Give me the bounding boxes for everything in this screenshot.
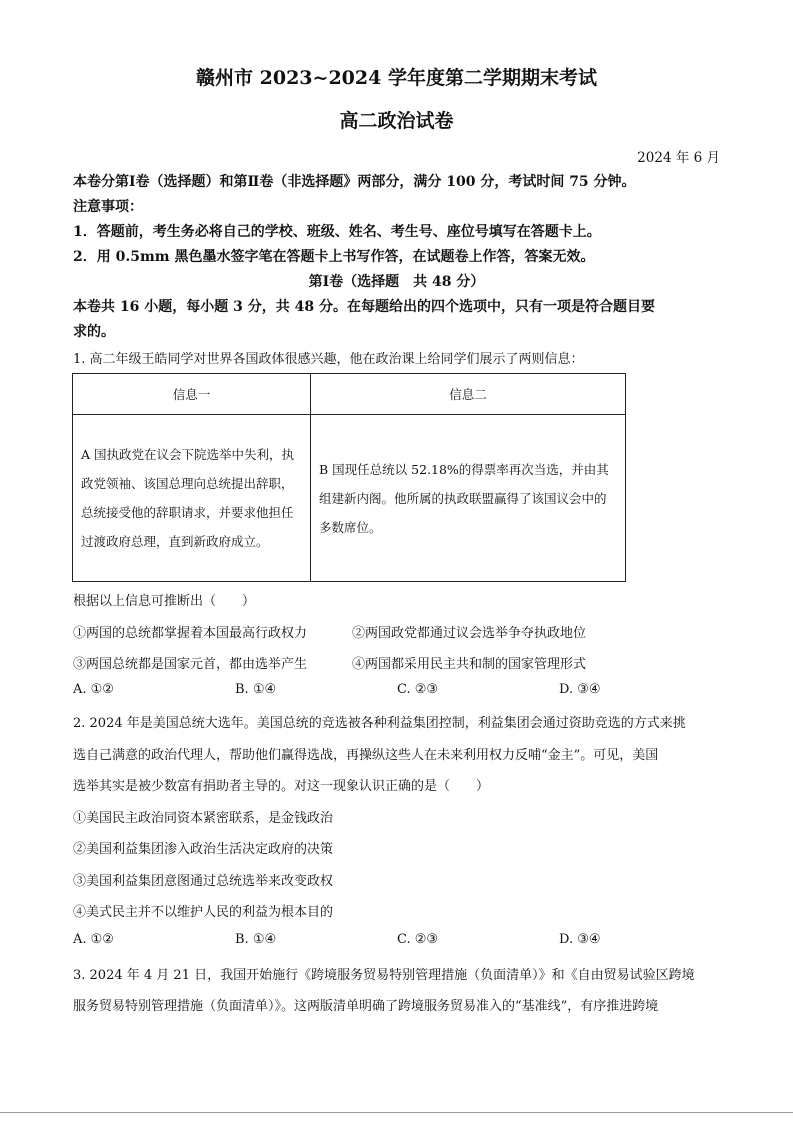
exam-date: 2024 年 6 月 xyxy=(637,150,720,166)
notice-item-2: 2．用 0.5mm 黑色墨水签字笔在答题卡上书写作答，在试题卷上作答，答案无效。 xyxy=(73,249,595,265)
q1-prompt: 根据以上信息可推断出（ ） xyxy=(73,594,256,609)
q2-option-d: D. ③④ xyxy=(559,932,601,947)
q2-statement-1: ①美国民主政治同资本紧密联系，是金钱政治 xyxy=(73,811,334,826)
section-desc-1: 本卷共 16 小题，每小题 3 分，共 48 分。在每题给出的四个选项中，只有一项是符合题目要 xyxy=(73,299,655,315)
info-table xyxy=(72,373,626,582)
q1-option-b: B. ①④ xyxy=(235,682,277,697)
page-bottom-divider xyxy=(0,1112,793,1113)
info-table-cell-2: B 国现任总统以 52.18%的得票率再次当选，并由其组建新内阁。他所属的执政联盟赢得了该国议会中的多数席位。 xyxy=(311,415,626,582)
info-table-header-1: 信息一 xyxy=(73,374,311,415)
section-heading: 第Ⅰ卷（选择题 共 48 分） xyxy=(308,274,485,290)
q3-line-2: 服务贸易特别管理措施（负面清单）》。这两版清单明确了跨境服务贸易准入的“基准线”，有序推进跨境 xyxy=(73,999,659,1014)
q2-statement-4: ④美式民主并不以维护人民的利益为根本目的 xyxy=(73,905,334,920)
section-desc-2: 求的。 xyxy=(73,324,115,340)
q1-option-d: D. ③④ xyxy=(559,682,601,697)
q2-line-2: 选自己满意的政治代理人，帮助他们赢得选战，再操纵这些人在未来利用权力反哺“金主”。可见，美国 xyxy=(73,748,659,763)
notice-heading: 注意事项： xyxy=(73,199,143,215)
q2-statement-2: ②美国利益集团渗入政治生活决定政府的决策 xyxy=(73,842,334,857)
exam-subtitle: 高二政治试卷 xyxy=(339,110,454,132)
q2-option-c: C. ②③ xyxy=(397,932,439,947)
q2-option-b: B. ①④ xyxy=(235,932,277,947)
q1-option-c: C. ②③ xyxy=(397,682,439,697)
q2-option-a: A. ①② xyxy=(73,932,114,947)
exam-title: 赣州市 2023~2024 学年度第二学期期末考试 xyxy=(196,67,597,89)
notice-item-1: 1．答题前，考生务必将自己的学校、班级、姓名、考生号、座位号填写在答题卡上。 xyxy=(73,224,601,240)
info-table-cell-1: A 国执政党在议会下院选举中失利，执政党领袖、该国总理向总统提出辞职，总统接受他的辞职请求，并要求他担任过渡政府总理，直到新政府成立。 xyxy=(73,415,311,582)
q2-line-1: 2. 2024 年是美国总统大选年。美国总统的竞选被各种利益集团控制，利益集团会通过资助竞选的方式来挑 xyxy=(73,716,686,731)
q1-option-a: A. ①② xyxy=(73,682,114,697)
q1-statement-3: ③两国总统都是国家元首，都由选举产生 xyxy=(73,657,308,672)
q1-statement-2: ②两国政党都通过议会选举争夺执政地位 xyxy=(352,626,587,641)
q1-stem: 1. 高二年级王皓同学对世界各国政体很感兴趣，他在政治课上给同学们展示了两则信息： xyxy=(73,352,584,367)
q1-statement-4: ④两国都采用民主共和制的国家管理形式 xyxy=(352,657,587,672)
info-table-header-2: 信息二 xyxy=(311,374,626,415)
q1-statement-1: ①两国的总统都掌握着本国最高行政权力 xyxy=(73,626,308,641)
intro-line: 本卷分第Ⅰ卷（选择题）和第Ⅱ卷（非选择题》两部分，满分 100 分，考试时间 75 分钟。 xyxy=(73,174,636,190)
q2-line-3: 选举其实是被少数富有捐助者主导的。对这一现象认识正确的是（ ） xyxy=(73,779,490,794)
q3-line-1: 3. 2024 年 4 月 21 日，我国开始施行《跨境服务贸易特别管理措施（负面清单）》和《自由贸易试验区跨境 xyxy=(73,968,695,983)
q2-statement-3: ③美国利益集团意图通过总统选举来改变政权 xyxy=(73,874,334,889)
